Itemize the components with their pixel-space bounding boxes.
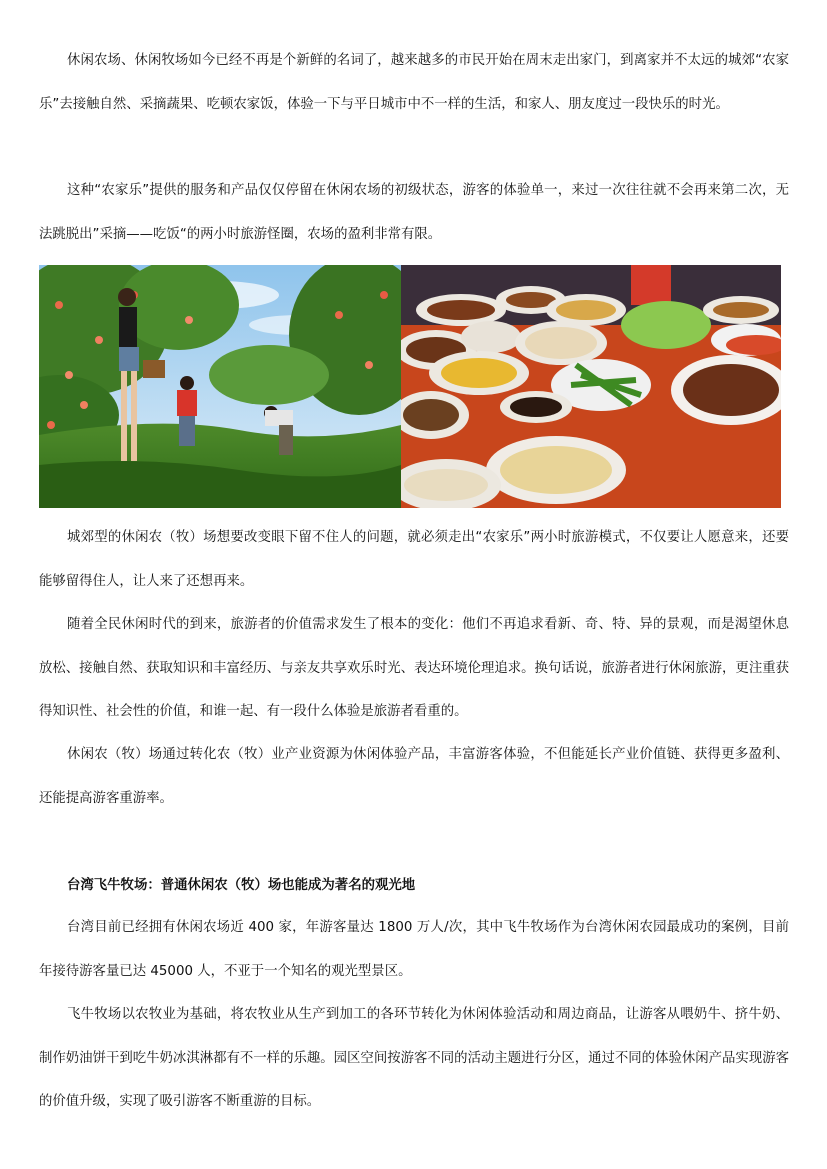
paragraph-taiwan-farms: 台湾目前已经拥有休闲农场近 400 家，年游客量达 1800 万人/次，其中飞牛牧场作为台湾休闲农园最成功的案例，目前年接待游客量已达 45000 人，不亚于一个知名的观光型景区。 [39,920,789,979]
paragraph-intro: 休闲农场、休闲牧场如今已经不再是个新鲜的名词了，越来越多的市民开始在周末走出家门，到离家并不太远的城郊“农家乐”去接触自然、采摘蔬果、吃顿农家饭，体验一下与平日城市中不一样的生活，和家人、朋友度过一段快乐的时光。 [39,53,789,112]
paragraph-nongjiale: 这种“农家乐”提供的服务和产品仅仅停留在休闲农场的初级状态，游客的体验单一，来过一次往往就不会再来第二次，无法跳脱出”采摘——吃饭“的两小时旅游怪圈，农场的盈利非常有限。 [39,183,789,242]
orchard-picking-photo [39,265,401,508]
paragraph-value-needs: 随着全民休闲时代的到来，旅游者的价值需求发生了根本的变化：他们不再追求看新、奇、特、异的景观，而是渴望休息放松、接触自然、获取知识和丰富经历、与亲友共享欢乐时光、表达环境伦理追求。换句话说，旅游者进行休闲旅游，更注重获得知识性、社会性的价值，和谁一起、有一段什么体验是旅游者看重的。 [39,617,789,719]
farm-dishes-photo [401,265,781,508]
paragraph-city-farm: 城郊型的休闲农（牧）场想要改变眼下留不住人的问题，就必须走出“农家乐”两小时旅游模式，不仅要让人愿意来，还要能够留得住人，让人来了还想再来。 [39,530,789,589]
paragraph-flying-cow: 飞牛牧场以农牧业为基础，将农牧业从生产到加工的各环节转化为休闲体验活动和周边商品，让游客从喂奶牛、挤牛奶、制作奶油饼干到吃牛奶冰淇淋都有不一样的乐趣。园区空间按游客不同的活动主题进行分区，通过不同的体验休闲产品实现游客的价值升级，实现了吸引游客不断重游的目标。 [39,1007,789,1109]
paragraph-transformation: 休闲农（牧）场通过转化农（牧）业产业资源为休闲体验产品，丰富游客体验，不但能延长产业价值链、获得更多盈利、还能提高游客重游率。 [39,747,789,806]
section-heading: 台湾飞牛牧场：普通休闲农（牧）场也能成为著名的观光地 [67,878,416,893]
